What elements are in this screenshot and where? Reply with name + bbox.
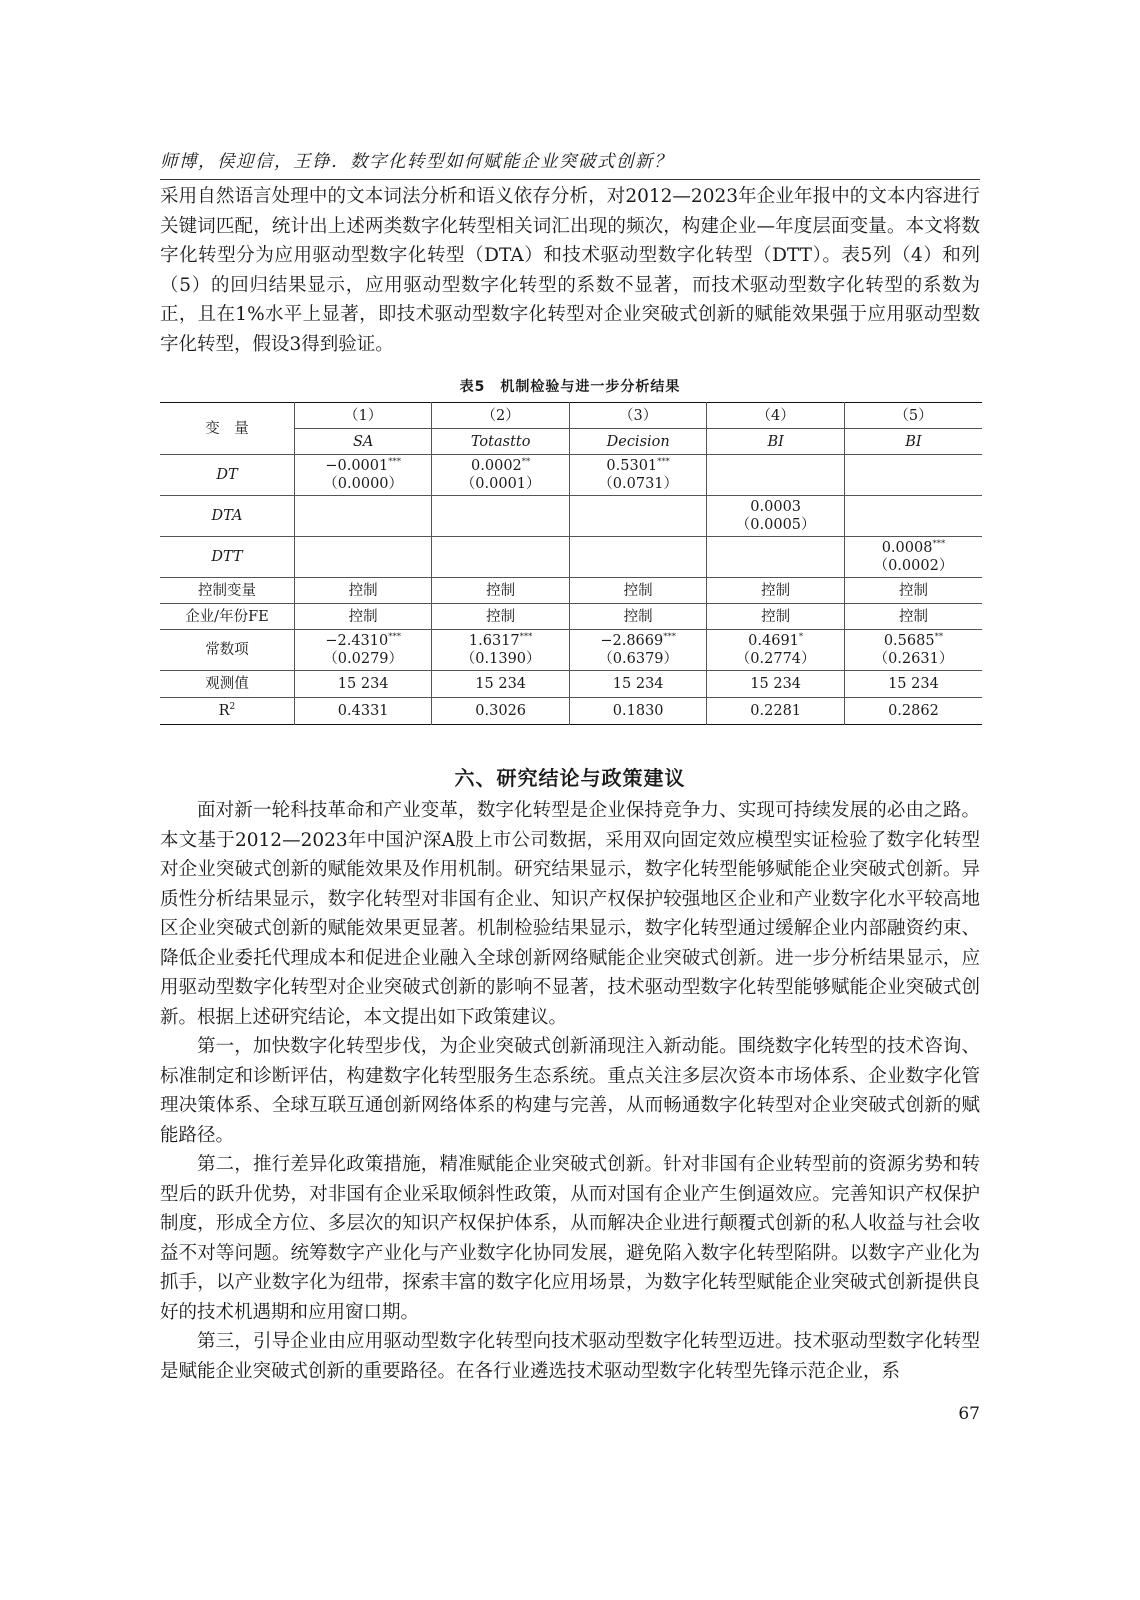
cell-value-line [570,457,707,475]
table-cell [707,578,845,604]
coefficient-value: 0.2862 [888,703,939,719]
cell-value-line [707,702,844,720]
paragraph-policy-second: 第二，推行差异化政策措施，精准赋能企业突破式创新。针对非国有企业转型前的资源劣势和转型后的跃升优势，对非国有企业采取倾斜性政策，从而对国有企业产生倒逼效应。完善知识产权保护制度，形成全方位、多层次的知识产权保护体系，从而解决企业进行颠覆式创新的私人收益与社会收益不对等问题。统筹数字产业化与产业数字化协同发展，避免陷入数字化转型陷阱。以数字产业化为抓手，以产业数字化为纽带，探索丰富的数字化应用场景，为数字化转型赋能企业突破式创新提供良好的技术机遇期和应用窗口期。 [160,1154,980,1323]
table-cell [294,698,432,725]
column-number: （3） [569,403,707,429]
table-row [160,455,982,496]
row-label-text: DTA [211,508,243,524]
table-cell [844,604,982,630]
coefficient-value: 控制 [623,582,653,599]
table-cell [432,698,570,725]
significance-stars: *** [519,632,533,643]
table-cell [844,671,982,698]
table-cell [294,578,432,604]
standard-error: （0.1390） [460,651,541,667]
coefficient-value: 控制 [348,582,378,599]
table-cell [707,630,845,671]
standard-error: （0.0005） [735,517,816,533]
row-label [160,698,294,725]
significance-stars: *** [663,632,676,643]
coefficient-value: −2.4310 [325,633,389,649]
table-row [160,604,982,630]
table-cell [432,604,570,630]
table-cell [707,455,845,496]
coefficient-value: 0.4691 [748,633,799,649]
significance-stars: * [798,632,804,643]
coefficient-value: 0.5301 [606,458,658,474]
cell-value-line [295,608,432,626]
standard-error: （0.0000） [323,476,404,492]
table-cell [569,496,707,537]
dependent-variable: Decision [569,429,707,455]
row-label-text: 观测值 [205,676,249,692]
cell-value-line [432,632,569,650]
running-header: 师博，侯迎信，王铮．数字化转型如何赋能企业突破式创新？ [160,148,980,180]
table-cell [707,604,845,630]
intro-paragraph: 采用自然语言处理中的文本词法分析和语义依存分析，对2012—2023年企业年报中的文本内容进行关键词匹配，统计出上述两类数字化转型相关词汇出现的频次，构建企业—年度层面变量。本文将数字化转型分为应用驱动型数字化转型（DTA）和技术驱动型数字化转型（DTT）。表5列（4）和列（5）的回归结果显示，应用驱动型数字化转型的系数不显著，而技术驱动型数字化转型的系数为正，且在1%水平上显著，即技术驱动型数字化转型对企业突破式创新的赋能效果强于应用驱动型数字化转型，假设3得到验证。 [160,186,980,355]
row-label-text: R [218,703,230,719]
paragraph-policy-third: 第三，引导企业由应用驱动型数字化转型向技术驱动型数字化转型迈进。技术驱动型数字化转型是赋能企业突破式创新的重要路径。在各行业遴选技术驱动型数字化转型先锋示范企业，系 [160,1331,980,1382]
table-row [160,671,982,698]
coefficient-value: 控制 [761,582,791,599]
standard-error: （0.2631） [873,651,954,667]
table-cell [432,455,570,496]
table-cell [569,578,707,604]
table-row [160,496,982,537]
row-label-superscript: 2 [229,702,236,713]
coefficient-value: −2.8669 [600,633,664,649]
column-number: （5） [844,403,982,429]
column-number: （4） [707,403,845,429]
row-label [160,496,294,537]
coefficient-value: 0.0008 [881,540,933,556]
table-cell [569,671,707,698]
standard-error: （0.0001） [460,476,541,492]
coefficient-value: 1.6317 [468,633,520,649]
coefficient-value: 0.4331 [337,703,389,719]
dependent-variable: BI [707,429,845,455]
table-cell [844,496,982,537]
table-cell [707,496,845,537]
table-cell [844,630,982,671]
coefficient-value: 15 234 [612,676,664,692]
results-table [160,402,982,725]
cell-value-line [295,457,432,475]
dependent-variable: SA [294,429,432,455]
significance-stars: *** [388,457,401,468]
cell-value-line [707,498,844,516]
standard-error: （0.2774） [735,651,816,667]
cell-value-line [707,608,844,626]
dependent-variable: Totastto [432,429,570,455]
cell-value-line [570,632,707,650]
coefficient-value: 0.3026 [475,703,527,719]
row-label [160,630,294,671]
paragraph-policy-first: 第一，加快数字化转型步伐，为企业突破式创新涌现注入新动能。围绕数字化转型的技术咨询、标准制定和诊断评估，构建数字化转型服务生态系统。重点关注多层次资本市场体系、企业数字化管理决策体系、全球互联互通创新网络体系的构建与完善，从而畅通数字化转型对企业突破式创新的赋能路径。 [160,1036,980,1146]
coefficient-value: 控制 [623,608,653,625]
cell-value-line [295,675,432,693]
cell-value-line [432,608,569,626]
row-label [160,455,294,496]
table-row [160,537,982,578]
table-cell [432,671,570,698]
significance-stars: ** [934,632,944,643]
table-cell [294,604,432,630]
table-cell [569,604,707,630]
section-title: 六、研究结论与政策建议 [454,766,686,790]
table-cell [569,537,707,578]
coefficient-value: 控制 [486,582,516,599]
row-label [160,671,294,698]
table-cell [844,578,982,604]
standard-error: （0.0002） [873,558,954,574]
row-label-text: DTT [211,549,243,565]
cell-value-line [845,539,982,557]
coefficient-value: 0.1830 [612,703,664,719]
row-label [160,537,294,578]
table-cell [707,698,845,725]
cell-value-line [570,702,707,720]
coefficient-value: 控制 [348,608,378,625]
coefficient-value: 控制 [898,608,928,625]
standard-error: （0.0731） [598,476,679,492]
table-cell [432,578,570,604]
table-cell [294,671,432,698]
row-label-text: 常数项 [205,642,249,658]
row-label-text: DT [216,467,238,483]
cell-value-line [570,582,707,600]
coefficient-value: −0.0001 [325,458,389,474]
row-label-text: 企业/年份FE [185,608,269,625]
coefficient-value: 15 234 [888,676,939,692]
cell-value-line [295,632,432,650]
cell-value-line [432,675,569,693]
page-number: 67 [958,1404,980,1424]
column-number: （2） [432,403,570,429]
coefficient-value: 0.5685 [883,633,935,649]
coefficient-value: 15 234 [750,676,802,692]
cell-value-line [707,675,844,693]
cell-value-line [845,675,982,693]
standard-error: （0.0279） [323,651,404,667]
table-cell [294,455,432,496]
coefficient-value: 15 234 [337,676,389,692]
cell-value-line [845,702,982,720]
standard-error: （0.6379） [598,651,679,667]
row-label-text: 控制变量 [197,582,256,599]
cell-value-line [570,608,707,626]
cell-value-line [432,582,569,600]
table-cell [294,630,432,671]
table-cell [569,630,707,671]
coefficient-value: 控制 [486,608,516,625]
coefficient-value: 0.0002 [471,458,522,474]
table-cell [432,630,570,671]
significance-stars: *** [932,539,946,550]
coefficient-value: 0.2281 [750,703,802,719]
cell-value-line [432,457,569,475]
table-cell [294,496,432,537]
significance-stars: *** [657,457,670,468]
table-row [160,698,982,725]
column-number-row [160,403,982,429]
cell-value-line [295,582,432,600]
table-cell [432,537,570,578]
cell-value-line [295,702,432,720]
significance-stars: *** [388,632,401,643]
cell-value-line [845,608,982,626]
row-label [160,578,294,604]
coefficient-value: 控制 [898,582,928,599]
table-row [160,578,982,604]
cell-value-line [570,675,707,693]
table-cell [844,537,982,578]
cell-value-line [845,632,982,650]
table-cell [569,455,707,496]
significance-stars: ** [521,457,531,468]
cell-value-line [432,702,569,720]
table-cell [569,698,707,725]
cell-value-line [845,582,982,600]
paragraph-conclusions: 面对新一轮科技革命和产业变革，数字化转型是企业保持竞争力、实现可持续发展的必由之路。本文基于2012—2023年中国沪深A股上市公司数据，采用双向固定效应模型实证检验了数字化转型对企业突破式创新的赋能效果及作用机制。研究结果显示，数字化转型能够赋能企业突破式创新。异质性分析结果显示，数字化转型对非国有企业、知识产权保护较强地区企业和产业数字化水平较高地区企业突破式创新的赋能效果更显著。机制检验结果显示，数字化转型通过缓解企业内部融资约束、降低企业委托代理成本和促进企业融入全球创新网络赋能企业突破式创新。进一步分析结果显示，应用驱动型数字化转型对企业突破式创新的影响不显著，技术驱动型数字化转型能够赋能企业突破式创新。根据上述研究结论，本文提出如下政策建议。 [160,800,980,1028]
table-caption: 表5 机制检验与进一步分析结果 [459,379,681,395]
table-cell [294,537,432,578]
column-number: （1） [294,403,432,429]
dependent-variable: BI [844,429,982,455]
cell-value-line [707,632,844,650]
cell-value-line [707,582,844,600]
table-cell [844,455,982,496]
variable-header: 变 量 [160,403,294,455]
table-cell [432,496,570,537]
coefficient-value: 控制 [761,608,791,625]
table-cell [707,537,845,578]
coefficient-value: 15 234 [475,676,527,692]
table-cell [844,698,982,725]
table-row [160,630,982,671]
row-label [160,604,294,630]
coefficient-value: 0.0003 [750,499,802,515]
table-cell [707,671,845,698]
